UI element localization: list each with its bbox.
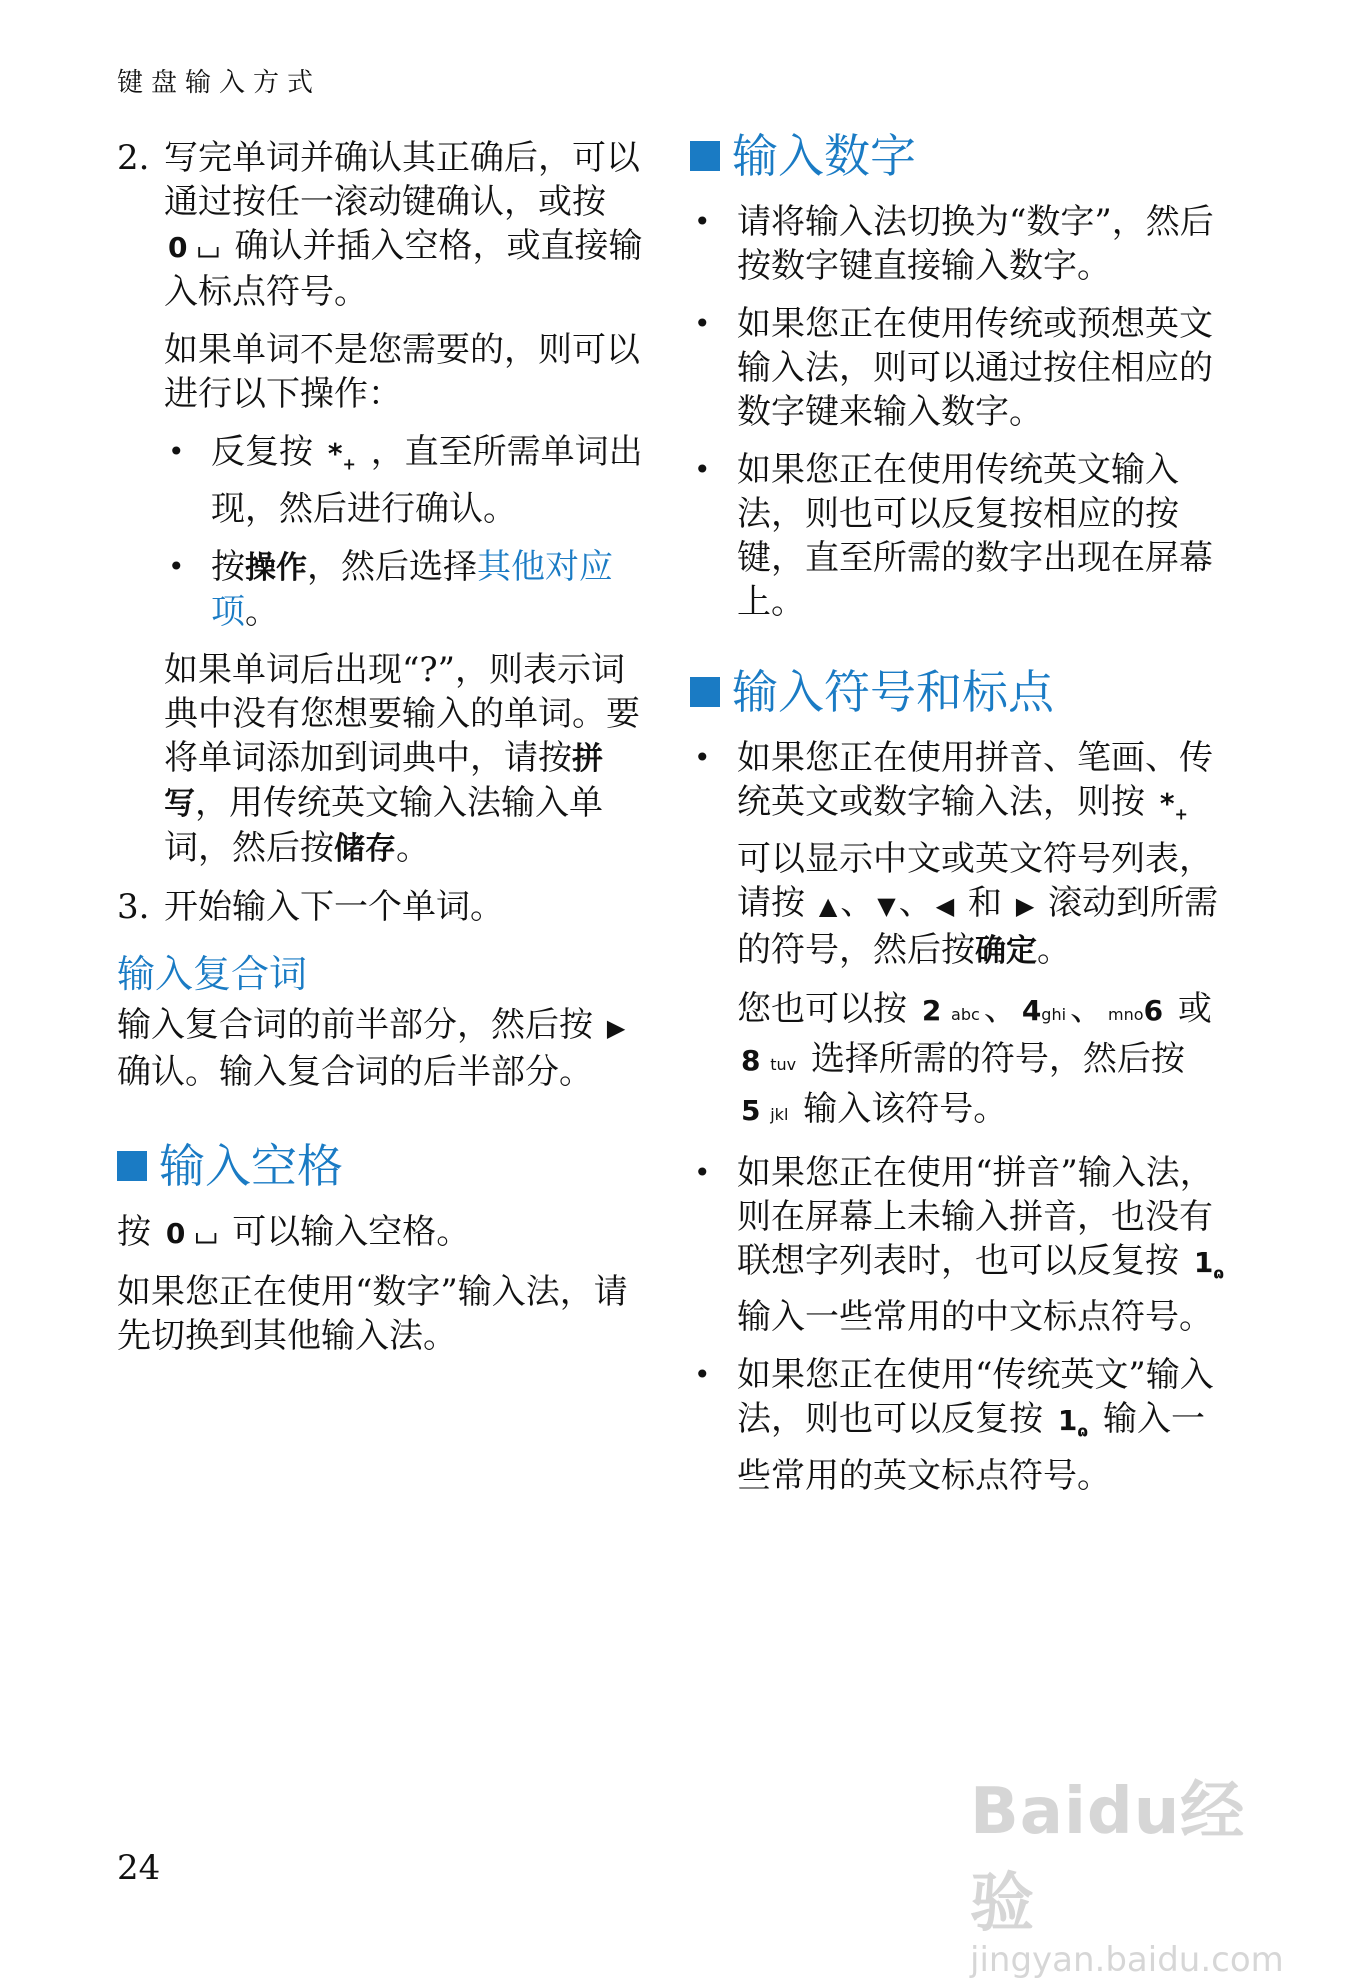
para-symbol-keys: 您也可以按 2 abc 、 4ghi 、 mno6 或 8 tuv 选择所需的符号，然后按 5 jkl 输入该符号。 — [737, 987, 1235, 1137]
step-3 — [117, 885, 647, 929]
left-column — [117, 136, 647, 1372]
key-eight-icon: 8 tuv — [741, 1043, 797, 1077]
list-item: • 如果您正在使用“拼音”输入法，则在屏幕上未输入拼音，也没有联想字列表时，也可以反复按 $1_ɷ$ 输入一些常用的中文标点符号。 — [690, 1151, 1235, 1340]
step-text: 确认并插入空格，或直接输入标点符号。 — [164, 226, 643, 312]
list-item: • 如果您正在使用拼音、笔画、传统英文或数字输入法，则按 $*_+$ 可以显示中文或英文符号列表，请按 ▲、 ▼、 ◀ 和 ▶ 滚动到所需的符号，然后按确定。 — [690, 736, 1235, 973]
para-space-numeric: 如果您正在使用“数字”输入法，请先切换到其他输入法。 — [117, 1271, 628, 1356]
square-bullet-icon — [690, 141, 720, 171]
step-number: 3. — [117, 886, 150, 927]
list-item: • 反复按 $*_+$ ，直至所需单词出现，然后进行确认。 — [164, 430, 647, 531]
step-number: 2. — [117, 138, 150, 178]
running-header: 键盘输入方式 — [117, 68, 322, 98]
menu-term-options: 操作 — [245, 549, 307, 586]
step-text: 写完单词并确认其正确后，可以通过按任一滚动键确认，或按 — [164, 138, 640, 222]
key-four-icon: 4ghi — [1021, 993, 1067, 1027]
nav-right-icon: ▶ — [1015, 891, 1035, 920]
menu-term-ok: 确定 — [975, 932, 1037, 969]
section-heading-numbers: 输入数字 — [690, 128, 1235, 184]
list-item: • 请将输入法切换为“数字”，然后按数字键直接输入数字。 — [690, 200, 1235, 288]
key-six-icon: mno6 — [1108, 993, 1164, 1027]
list-item: • 如果您正在使用传统或预想英文输入法，则可以通过按住相应的数字键来输入数字。 — [690, 302, 1235, 434]
options-list — [164, 430, 647, 634]
nav-right-icon: ▶ — [606, 1013, 626, 1042]
page-number: 24 — [117, 1848, 161, 1888]
square-bullet-icon — [117, 1151, 147, 1181]
section-heading-symbols: 输入符号和标点 — [690, 664, 1235, 720]
key-one-icon: $1_ɷ$ — [1193, 1245, 1225, 1283]
section-heading-compound: 输入复合词 — [117, 951, 308, 996]
key-zero-space-icon: 0 ⌴ — [168, 231, 220, 264]
key-one-icon: $1_ɷ$ — [1057, 1404, 1089, 1441]
section-heading-space: 输入空格 — [117, 1138, 647, 1194]
step-2 — [117, 136, 647, 314]
para-question-mark: 如果单词后出现“?”，则表示词典中没有您想要输入的单词。要将单词添加到词典中，请按拼写，用传统英文输入法输入单词，然后按储存。 — [164, 649, 640, 868]
nav-left-icon: ◀ — [935, 891, 955, 920]
para-word-wrong: 如果单词不是您需要的，则可以进行以下操作： — [164, 330, 640, 414]
key-five-icon: 5 jkl — [741, 1093, 789, 1127]
baidu-watermark-logo — [970, 1760, 1300, 1980]
para-compound: 输入复合词的前半部分，然后按 ▶ 确认。输入复合词的后半部分。 — [117, 1003, 647, 1094]
nav-down-icon: ▼ — [877, 891, 896, 920]
key-zero-space-icon: 0 ⌴ — [165, 1216, 218, 1250]
nav-up-icon: ▲ — [818, 891, 838, 920]
menu-term-save: 储存 — [334, 830, 396, 867]
list-item: • 按操作，然后选择其他对应项。 — [164, 545, 647, 634]
para-space-key: 按 0 ⌴ 可以输入空格。 — [117, 1210, 647, 1256]
step-text: 开始输入下一个单词。 — [164, 886, 504, 927]
list-item: • 如果您正在使用“传统英文”输入法，则也可以反复按 $1_ɷ$ 输入一些常用的英文标点符号。 — [690, 1353, 1235, 1498]
key-star-icon: $*_+$ — [327, 437, 356, 474]
right-column — [690, 129, 1235, 1512]
menu-term-spell: 拼写 — [164, 740, 603, 822]
key-two-icon: 2 abc — [921, 993, 980, 1027]
watermark-brand: Baidu经验 — [970, 1775, 1246, 1941]
link-other-matches[interactable]: 其他对应项 — [211, 546, 613, 632]
list-item: • 如果您正在使用传统英文输入法，则也可以反复按相应的按键，直至所需的数字出现在屏幕上。 — [690, 448, 1235, 624]
square-bullet-icon — [690, 677, 720, 707]
key-star-icon: $*_+$ — [1159, 787, 1188, 824]
watermark-url: jingyan.baidu.com — [970, 1940, 1284, 1980]
